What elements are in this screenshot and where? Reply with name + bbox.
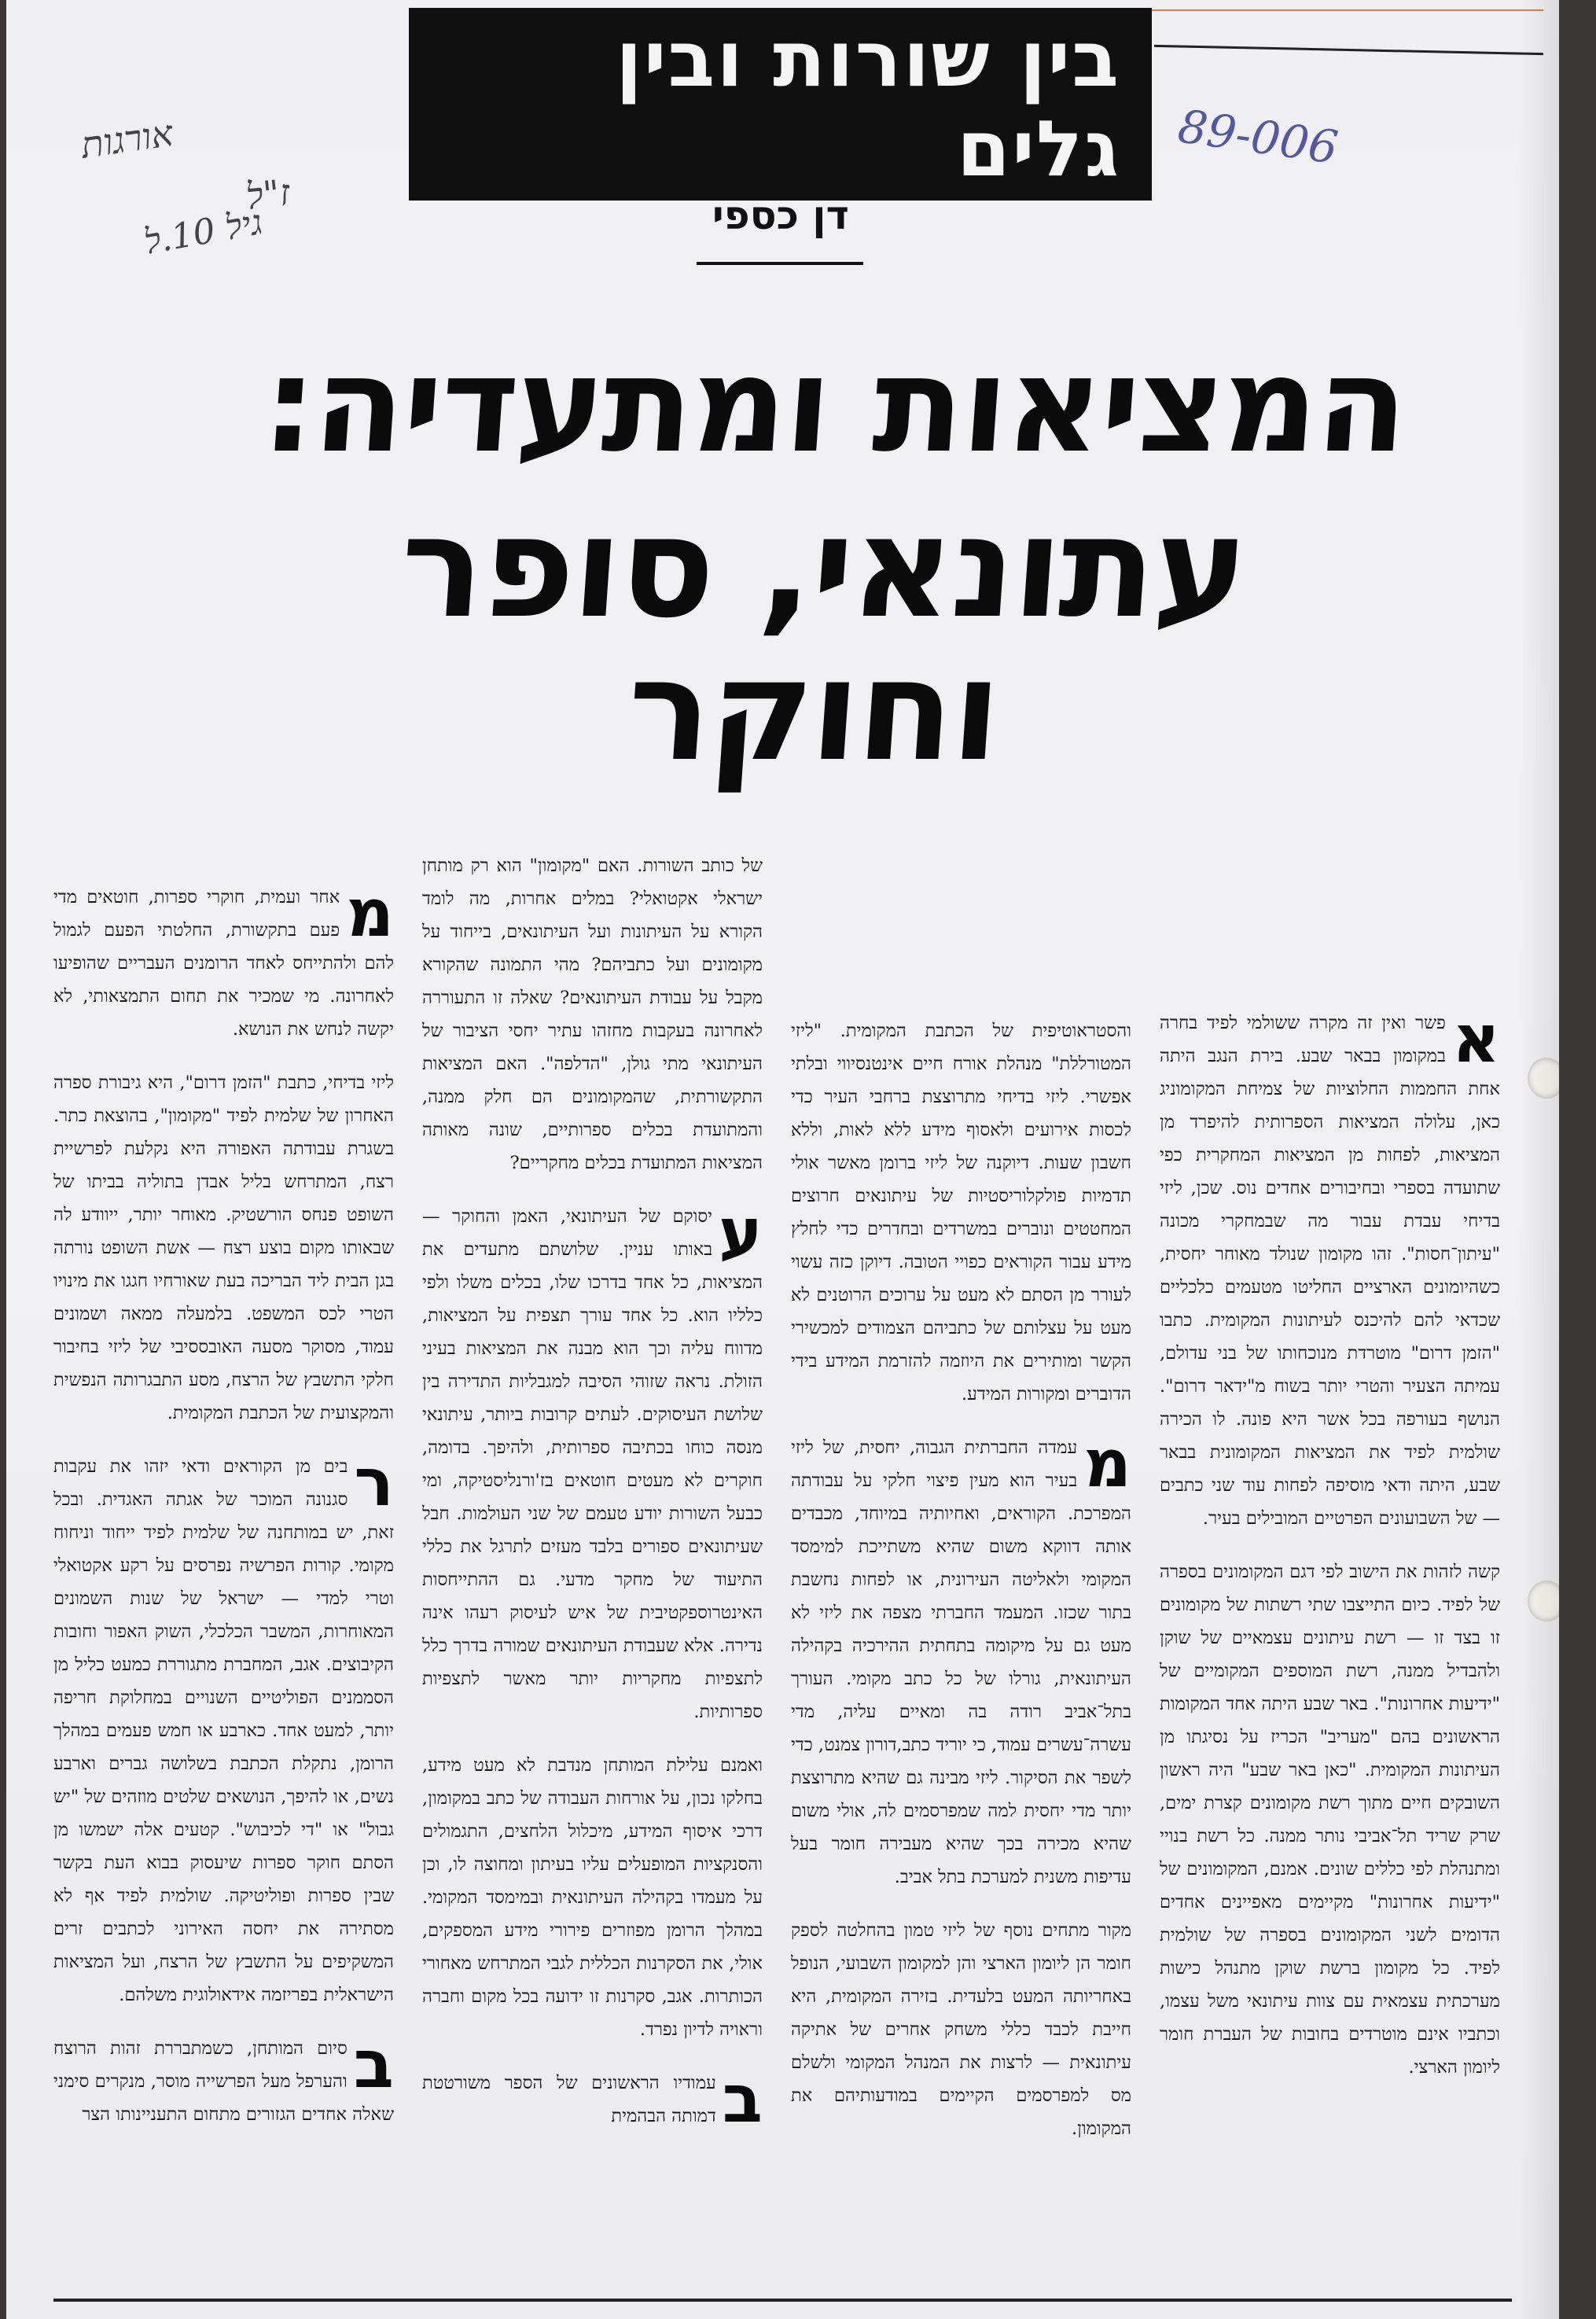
article-paragraph bbox=[422, 849, 763, 1180]
article-column-1 bbox=[53, 849, 394, 2304]
drop-cap: מ bbox=[346, 874, 394, 952]
drop-cap: מ bbox=[1083, 1425, 1131, 1502]
paragraph-text: והסטראוטיפית של הכתבת המקומית. "ליזי המטורללת" מנהלת אורח חיים אינטנסיווי ובלתי אפשרי. ליזי בדיחי מתרוצצת ברחבי העיר כדי לכסות אירועים ולאסוף מידע ללא לאות, וללא חשבון שעות. דיוקנה של ליזי ברומן מאשר אולי תדמיות פולקלוריסטיות של עיתונאים חרוצים המחטטים ונוברים במשרדים ובחדרים כדי לחלץ מידע עבור הקוראים כפויי הטובה. דיוקן כזה עשוי לעורר מן הסתם לא מעט על ערוכים הרוטנים לא מעט על עצלותם של כתביהם הצמודים למכשירי הקשר ומותירים את היוזמה להזרמת המידע בידי הדוברים ומקורות המידע. bbox=[791, 1021, 1131, 1404]
page-shadow bbox=[1520, 0, 1559, 2319]
drop-cap: ר bbox=[354, 1444, 394, 1521]
article-column-4 bbox=[1160, 849, 1500, 2304]
paragraph-text: אחר ועמית, חוקרי ספרות, חוטאים מדי פעם בתקשורת, החלטתי הפעם לגמול להם ולהתייחס לאחד הרומנים העבריים שהופיעו לאחרונה. מי שמכיר את תחום התמצאותי, לא יקשה לנחש את הנושא. bbox=[53, 887, 394, 1040]
article-paragraph bbox=[53, 2026, 394, 2131]
article-paragraph bbox=[791, 1425, 1131, 1894]
bottom-rule bbox=[53, 2299, 1512, 2302]
article-paragraph bbox=[53, 874, 394, 1046]
article-column-2 bbox=[422, 849, 763, 2304]
article-column-3 bbox=[791, 849, 1131, 2304]
handwritten-note-c: גיל 10.ל bbox=[141, 202, 266, 263]
drop-cap: א bbox=[1451, 1000, 1500, 1077]
paragraph-text: בים מן הקוראים ודאי יזהו את עקבות סגנונה המוכר של אגתה האגדית. ובכל זאת, יש במותחנה של שלמית לפיד ייחוד וניחוח מקומי. קורות הפרשיה נפרסים על רקע אקטואלי וטרי למדי — ישראל של שנות השמונים המאוחרות, המשבר הכלכלי, השוק האפור וחובות הקיבוצים. אגב, המחברת מתגוררת כמעט כליל מן הסממנים הפוליטיים השנויים במחלוקת חריפה יותר, למעט אחד. כארבע או חמש פעמים במהלך הרומן, נתקלת הכתבת בשלושה גברים וארבע נשים, או להיפך, הנושאים שלטים מוזהים של "יש גבול" או "די לכיבוש". קטעים אלה ישמשו מן הסתם חוקר ספרות שיעסוק בבוא העת בקשר שבין ספרות ופוליטיקה. שולמית לפיד אף לא מסתירה את יחסה האירוני לכתבים זרים המשקיפים על התשבץ של הרצח, ועל המציאות הישראלית בפריזמה אידאולוגית משלהם. bbox=[53, 1456, 394, 2005]
byline-rule bbox=[697, 262, 863, 265]
paragraph-text: עמדה החברתית הגבוה, יחסית, של ליזי בעיר הוא מעין פיצוי חלקי על עבודתה המפרכת. הקוראים, ואחיותיה במיוחד, מכבדים אותה דווקא משום שהיא משתייכת למימסד המקומי ולאליטה העירונית, או לפחות נחשבת בתור שכזו. המעמד החברתי מצפה את ליזי לא מעט גם על מיקומה בתחתית ההירכיה בקהילה העיתונאית, גורלו של כל כתב מקומי. העורך בתל־אביב רודה בה ומאיים עליה, מדי עשרה־עשרים עמוד, כי יוריד כתב,דורון צמנט, כדי לשפר את הסיקור. ליזי מבינה גם שהיא מתרוצצת יותר מדי יחסית למה שמפרסמים לה, אולי משום שהיא מכירה בכך שהיא מעבירה חומר בעל עדיפות משנית למערכת בתל אביב. bbox=[791, 1437, 1131, 1887]
paragraph-text: עמודיו הראשונים של הספר משורטטת דמותה הבהמית bbox=[422, 2073, 716, 2126]
article-paragraph bbox=[422, 2060, 763, 2137]
article-paragraph bbox=[422, 1194, 763, 1728]
article-paragraph bbox=[791, 1914, 1131, 2145]
drop-cap: ע bbox=[719, 1194, 763, 1271]
article-paragraph bbox=[422, 1749, 763, 2046]
paragraph-text: של כותב השורות. האם "מקומון" הוא רק מותחן ישראלי אקטואלי? במלים אחרות, מה לומד הקורא על העיתונות ועל העיתונאים, בייחוד על מקומונים ועל כתביהם? מהי התמונה שהקורא מקבל על עבודת העיתונאים? שאלה זו התעוררה לאחרונה בעקבות מחזהו עתיר יחסי הציבור של העיתונאי מתי גולן, "הדלפה". האם המציאות התקשורתית, שהמקומונים הם חלק ממנה, והמתועדת בכלים ספרותיים, שונה מאותה המציאות המתועדת בכלים מחקריים? bbox=[422, 856, 763, 1173]
paragraph-text: יסוקם של העיתונאי, האמן והחוקר — באותו עניין. שלושתם מתעדים את המציאות, כל אחד בדרכו שלו, בכלים משלו ולפי כלליו הוא. כל אחד עורך תצפית על המציאות, מדווח עליה וכך הוא מבנה את המציאות בעיני הזולת. נראה שזוהי הסיבה למגבליות התדירה בין שלושת העיסוקים. לעתים קרובות ביותר, עיתונאי מנסה כוחו בכתיבה ספרותית, ולהיפך. בדומה, חוקרים לא מעטים חוטאים בז'ורנליסטיקה, ומי כבעל השורות יודע טעמם של שני העולמות. חבל שעיתונאים ספורים בלבד מעזים לתרגל את כללי התיעוד של מחקר מדעי. גם ההתייחסות האינטרוספקטיבית של איש לעיסוק רעהו אינה נדירה. אלא שעבודת העיתונאים שמורה בדרך כלל לתצפיות מחקריות יותר מאשר לתצפיות ספרותיות. bbox=[422, 1206, 763, 1722]
handwritten-note-b: ז"ל bbox=[244, 171, 292, 218]
headline-line-2: עתונאי, סופר וחוקר bbox=[395, 486, 1252, 792]
drop-cap: ב bbox=[722, 2060, 763, 2137]
paragraph-text: קשה לזהות את הישוב לפי דגם המקומונים בספרה של לפיד. כיום התייצבו שתי רשתות של מקומונים זו בצד זו — רשת עיתונים עצמאיים של שוקן ולהבדיל ממנה, רשת המוספים המקומיים של "ידיעות אחרונות". באר שבע היתה אחד המקומות הראשונים בהם "מעריב" הכריז על נסיגתו מן העיתונות המקומית. "כאן באר שבע" היה ראשון השובקים חיים מתוך רשת מקומונים קצרת ימים, שרק שריד תל־אביבי נותר ממנה. כל רשת בנויי ומתנהלת לפי כללים שונים. אמנם, המקומונים של "ידיעות אחרונות" מקיימים מאפיינים אחדים הדומים לשני המקומונים בספרה של שולמית לפיד. כל מקומון ברשת שוקן מתנהל כישות מערכתית עצמאית עם צוות עיתונאי משל עצמו, וכתביו אינם מוטרדים בחובות של העברת חומר ליומון הארצי. bbox=[1160, 1562, 1500, 2078]
section-rule bbox=[1154, 45, 1543, 55]
paragraph-text: ואמנם עלילת המותחן מנדבת לא מעט מידע, בחלקו נכון, על אורחות העבודה של כתב במקומון, דרכי איסוף המידע, מיכלול הלחצים, התגמולים והסנקציות המופעלים עליו בעיתון ומחוצה לו, וכן על מעמדו בקהילה העיתונאית ובמימסד המקומי. במהלך הרומן מפוזרים פירורי מידע המספקים, אולי, את הסקרנות הכללית לגבי המתרחש מאחורי הכותרות. אגב, סקרנות זו ידועה בכל מקום וחברה וראויה לדיון נפרד. bbox=[422, 1755, 763, 2040]
article-paragraph bbox=[53, 1066, 394, 1430]
article-paragraph bbox=[791, 1014, 1131, 1411]
headline-line-1: המציאות ומתעדיה: bbox=[257, 328, 1412, 482]
handwritten-note-a: אורגות bbox=[78, 112, 176, 167]
drop-cap: ב bbox=[353, 2026, 394, 2103]
banner-title: בין שורות ובין גלים bbox=[616, 14, 1120, 194]
article-body bbox=[53, 849, 1500, 2304]
newspaper-clipping bbox=[6, 0, 1559, 2319]
paragraph-text: מקור מתחים נוסף של ליזי טמון בהחלטה לספק חומר הן ליומון הארצי והן למקומון השבועי, הנופל באחריותה המעט בלעדית. בזירה המקומית, היא חייבת לכבד כללי משחק אחרים של אתיקה עיתונאית — לרצות את המנהל המקומי ולשלם מס למפרסמים הקיימים במודעותיהם את המקומון. bbox=[791, 1920, 1131, 2139]
paragraph-text: ליזי בדיחי, כתבת "הזמן דרום", היא גיבורת ספרה האחרון של שלמית לפיד "מקומון", בהוצאת כתר. בשגרת עבודתה האפורה היא נקלעת לפרשיית רצח, המתרחש בליל אבדן בתוליה בביתו של השופט פנחס הורשטיק. מאוחר יותר, ייוודע לה שבאותו מקום בוצע רצח — אשת השופט נורתה בגן הבית ליד הבריכה בעת שאורחיו חגגו את מינויו הטרי לכס המשפט. בלמעלה ממאה ושמונים עמוד, מסוקר מסעה האובססיבי של ליזי בחיבור חלקי התשבץ של הרצח, מסע התבגרותה הנפשית והמקצועית של הכתבת המקומית. bbox=[53, 1073, 394, 1423]
paragraph-text: סיום המותחן, כשמתבררת זהות הרוצח והערפל מעל הפרשייה מוסר, מנקרים סימני שאלה אחדים הגזורים מתחום התעניינותו הצר bbox=[53, 2038, 394, 2125]
article-paragraph bbox=[1160, 1555, 1500, 2084]
handwritten-archive-number: 89-006 bbox=[1175, 99, 1341, 175]
paragraph-text: פשר ואין זה מקרה ששולמי לפיד בחרה במקומון בבאר שבע. בירת הנגב היתה אחת החממות החלוציות של צמיחת המקומוניג כאן, עלולה המציאות הספרותית להיפרד מן המציאות, לפחות מן המציאות המחקרית כפי שתועדה בספרי ובחיבורים אחדים נוס. שכן, ליזי בדיחי עבדת עבור מה שבמחקרי מכונה "עיתון־חסות". זהו מקומון שנולד מאוחר יחסית, כשהיומונים הארציים החליטו מטעמים כלכליים שכדאי להם להיכנס לעיתונות המקומית. כתבו "הזמן דרום" מוטרדת מנוכחותו של בני עדולם, עמיתה הצעיר והטרי יותר בשוח מ"ידאר דרום". הנושף בעורפה בכל אשר היא פונה. לו הכירה שולמית לפיד את המציאות המקומונית בבאר שבע, היתה ודאי מוסיפה לפחות עוד שני כתבים — של השבועונים הפרטיים המובילים בעיר. bbox=[1160, 1013, 1500, 1529]
author-byline: דן כספי bbox=[712, 193, 849, 238]
column-banner bbox=[409, 8, 1152, 201]
article-paragraph bbox=[53, 1444, 394, 2012]
article-headline bbox=[187, 328, 1460, 792]
article-paragraph bbox=[1160, 1000, 1500, 1535]
